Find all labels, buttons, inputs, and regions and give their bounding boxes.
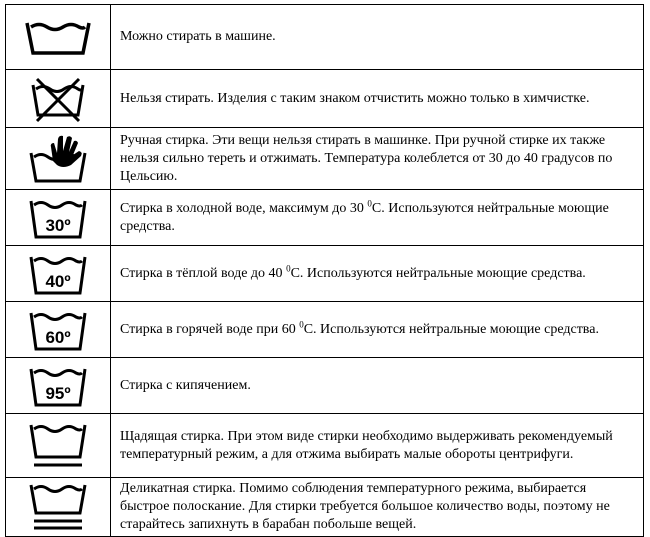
table-row bbox=[6, 414, 644, 478]
temperature-label: 95º bbox=[45, 383, 71, 403]
symbol-cell bbox=[6, 414, 111, 478]
description-cell bbox=[111, 128, 644, 190]
symbol-cell bbox=[6, 5, 111, 70]
description-text-part: Стирка в тёплой воде до 40 bbox=[120, 265, 287, 281]
wash-30-icon bbox=[27, 195, 89, 241]
symbol-cell bbox=[6, 302, 111, 358]
degree-superscript: 0 bbox=[286, 262, 291, 273]
temperature-label: 40º bbox=[45, 271, 71, 291]
symbol-cell bbox=[6, 478, 111, 537]
description-cell bbox=[111, 5, 644, 70]
description-text-part: С. Используются нейтральные моющие средства. bbox=[290, 265, 586, 281]
wash-60-icon bbox=[27, 307, 89, 353]
description-text-part: Стирка в горячей воде при 60 bbox=[120, 321, 300, 337]
symbol-cell bbox=[6, 246, 111, 302]
description-text: Щадящая стирка. При этом виде стирки необходимо выдерживать рекомендуемый температурный режим, а для отжима выбирать малые обороты центрифуги. bbox=[120, 428, 613, 462]
description-text: Нельзя стирать. Изделия с таким знаком отчистить можно только в химчистке. bbox=[120, 90, 590, 106]
description-text: Стирка с кипячением. bbox=[120, 377, 251, 393]
description-text-part: Стирка в холодной воде, максимум до 30 bbox=[120, 200, 368, 216]
wash-tub-icon bbox=[23, 15, 93, 59]
symbol-cell bbox=[6, 128, 111, 190]
symbol-cell bbox=[6, 70, 111, 128]
description-text-part: С. Используются нейтральные моющие средства. bbox=[303, 321, 599, 337]
table-row bbox=[6, 5, 644, 70]
laundry-care-symbols-table bbox=[5, 4, 644, 537]
description-cell bbox=[111, 358, 644, 414]
wash-40-icon bbox=[27, 251, 89, 297]
description-cell bbox=[111, 302, 644, 358]
degree-superscript: 0 bbox=[299, 318, 304, 329]
table-row bbox=[6, 128, 644, 190]
description-text: Ручная стирка. Эти вещи нельзя стирать в машинке. При ручной стирке их также нельзя сильно тереть и отжимать. Температура колеблется от 30 до 40 градусов по Цельсию. bbox=[120, 132, 613, 184]
description-cell bbox=[111, 246, 644, 302]
symbol-cell bbox=[6, 190, 111, 246]
hand-wash-icon bbox=[27, 133, 89, 185]
description-cell bbox=[111, 190, 644, 246]
degree-superscript: 0 bbox=[367, 197, 372, 208]
gentle-wash-icon bbox=[27, 421, 89, 471]
description-cell bbox=[111, 414, 644, 478]
table-row bbox=[6, 246, 644, 302]
do-not-wash-icon bbox=[29, 75, 87, 123]
table-row bbox=[6, 478, 644, 537]
table-row bbox=[6, 70, 644, 128]
delicate-wash-icon bbox=[27, 481, 89, 533]
symbol-cell bbox=[6, 358, 111, 414]
description-text: Можно стирать в машине. bbox=[120, 29, 276, 44]
wash-95-icon bbox=[27, 363, 89, 409]
description-text-part: С. Используются нейтральные моющие средства. bbox=[120, 200, 609, 234]
table-row bbox=[6, 358, 644, 414]
temperature-label: 60º bbox=[45, 327, 71, 347]
description-cell bbox=[111, 70, 644, 128]
description-text: Деликатная стирка. Помимо соблюдения температурного режима, выбирается быстрое полоскание. Для стирки требуется большое количество воды, поэтому не старайтесь запихнуть в барабан побольше вещей. bbox=[120, 481, 610, 532]
table-row bbox=[6, 302, 644, 358]
table-row bbox=[6, 190, 644, 246]
description-cell bbox=[111, 478, 644, 537]
temperature-label: 30º bbox=[45, 215, 71, 235]
